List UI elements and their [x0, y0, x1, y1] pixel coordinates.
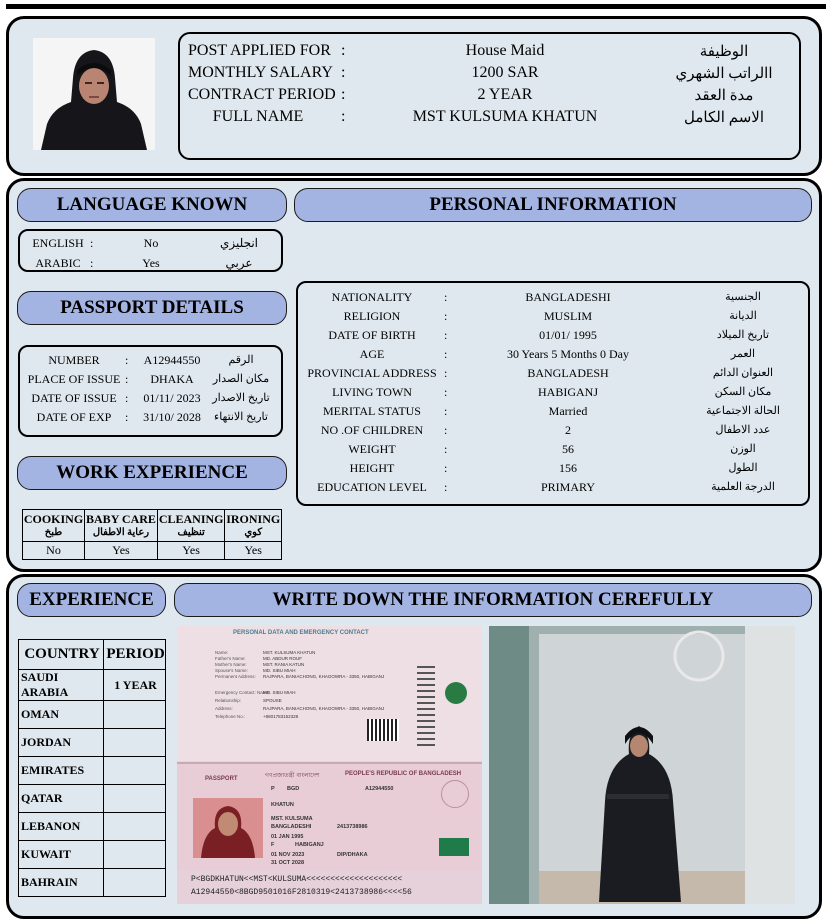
personal-field-colon: : — [444, 328, 448, 342]
work-skill-arabic: تنظيف — [177, 527, 205, 538]
passport-country-english: PEOPLE'S REPUBLIC OF BANGLADESH — [345, 771, 462, 777]
work-skill-value: Yes — [157, 542, 225, 560]
personal-field-label: NATIONALITY — [331, 290, 413, 304]
personal-field-colon: : — [444, 423, 448, 437]
passport-data-heading: PERSONAL DATA AND EMERGENCY CONTACT — [233, 630, 369, 636]
personal-field-label: NO .OF CHILDREN — [320, 423, 424, 437]
personal-field-value: 2 — [565, 423, 571, 437]
work-skill-arabic: كوي — [244, 527, 263, 538]
passport-sex: F — [271, 842, 275, 848]
passport-emergency-value: +8801783152328 — [263, 714, 299, 719]
personal-field-value: HABIGANJ — [538, 385, 598, 399]
passport-field-colon: : — [125, 391, 129, 405]
language-label: ARABIC — [35, 256, 81, 270]
personal-field-colon: : — [444, 461, 448, 475]
passport-emergency-label: Address: — [215, 706, 233, 711]
passport-number: A12944550 — [365, 786, 394, 792]
experience-row — [19, 670, 166, 701]
post-field-value: 1200 SAR — [471, 64, 539, 81]
passport-field-arabic: تاريخ الاصدار — [212, 392, 270, 404]
personal-field-label: RELIGION — [343, 309, 401, 323]
passport-label: PASSPORT — [205, 776, 238, 782]
passport-bio-label: Permanent Address: — [215, 674, 256, 679]
work-skill-arabic: رعاية الاطفال — [92, 527, 150, 538]
experience-country: EMIRATES — [19, 757, 104, 785]
applicant-portrait — [33, 38, 155, 150]
post-field-value: MST KULSUMA KHATUN — [412, 108, 598, 125]
personal-field-value: BANGLADESHI — [525, 290, 611, 304]
passport-given: MST. KULSUMA — [271, 816, 313, 822]
passport-bio-value: MST. RANIA KATUN — [263, 662, 305, 667]
experience-row — [19, 757, 166, 785]
personal-field-colon: : — [444, 309, 448, 323]
post-field-arabic: االراتب الشهري — [675, 66, 773, 82]
experience-country: LEBANON — [19, 813, 104, 841]
passport-flag-icon — [439, 838, 469, 856]
work-skill-header — [23, 510, 85, 542]
experience-period — [104, 701, 166, 729]
post-field-colon: : — [341, 42, 346, 59]
experience-period — [104, 869, 166, 897]
passport-emergency-value: SPOUSE — [263, 698, 282, 703]
experience-country: JORDAN — [19, 729, 104, 757]
passport-field-value: 01/11/ 2023 — [143, 391, 201, 405]
post-field-colon: : — [341, 64, 346, 81]
post-field-arabic: الاسم الكامل — [683, 110, 764, 126]
post-field-label: POST APPLIED FOR — [188, 42, 331, 59]
passport-bio-label: Father's Name: — [215, 656, 246, 661]
passport-code: BGD — [287, 786, 300, 792]
personal-field-label: PROVINCIAL ADDRESS — [307, 366, 437, 380]
passport-field-label: NUMBER — [48, 353, 100, 367]
passport-field-colon: : — [125, 372, 129, 386]
experience-row — [19, 841, 166, 869]
personal-field-colon: : — [444, 385, 448, 399]
work-skill-header — [157, 510, 225, 542]
work-experience-heading: WORK EXPERIENCE — [17, 456, 287, 490]
passport-field-value: 31/10/ 2028 — [143, 410, 201, 424]
post-field-value: 2 YEAR — [477, 86, 533, 103]
personal-field-value: 30 Years 5 Months 0 Day — [506, 347, 629, 361]
experience-period: 1 YEAR — [104, 670, 166, 701]
period-column-header: PERIOD — [104, 640, 166, 670]
passport-hologram — [441, 780, 469, 808]
personal-field-arabic: عدد الاطفال — [715, 424, 771, 436]
post-field-label: MONTHLY SALARY — [188, 64, 333, 81]
passport-personal-no: 2413738986 — [337, 824, 368, 830]
personal-field-value: BANGLADESH — [527, 366, 609, 380]
passport-emergency-label: Telephone No.: — [215, 714, 246, 719]
personal-field-arabic: الوزن — [730, 443, 756, 455]
work-skill-header — [85, 510, 158, 542]
passport-field-arabic: مكان الصدار — [212, 373, 270, 385]
personal-field-arabic: العمر — [730, 348, 756, 360]
post-field-arabic: مدة العقد — [694, 88, 754, 104]
personal-field-label: MERITAL STATUS — [323, 404, 421, 418]
experience-row — [19, 701, 166, 729]
personal-field-value: MUSLIM — [543, 309, 592, 323]
passport-emergency-label: Emergency Contact: Name: — [215, 690, 271, 695]
work-skill-english: COOKING — [23, 512, 84, 526]
passport-details-heading: PASSPORT DETAILS — [17, 291, 287, 325]
personal-field-colon: : — [444, 366, 448, 380]
passport-emergency-value: RAJPARA, BANIACHONG, KHAGOWRA - 3350, HABIGANJ — [263, 706, 385, 711]
work-skill-english: BABY CARE — [86, 512, 156, 526]
personal-field-arabic: مكان السكن — [714, 386, 772, 398]
personal-field-value: PRIMARY — [540, 480, 596, 494]
passport-authority: DIP/DHAKA — [337, 852, 368, 858]
experience-table — [18, 639, 166, 897]
personal-field-colon: : — [444, 347, 448, 361]
passport-country-bangla: গণপ্রজাতন্ত্রী বাংলাদেশ — [265, 772, 320, 779]
passport-bio-label: Spouse's Name: — [215, 668, 248, 673]
personal-field-arabic: الديانة — [729, 310, 757, 322]
post-field-value: House Maid — [465, 42, 545, 59]
passport-field-value: DHAKA — [150, 372, 194, 386]
personal-field-label: AGE — [359, 347, 385, 361]
experience-period — [104, 729, 166, 757]
personal-field-colon: : — [444, 480, 448, 494]
passport-type: P — [271, 786, 275, 792]
experience-row — [19, 729, 166, 757]
passport-mrz-line-1: P<BGDKHATUN<<MST<KULSUMA<<<<<<<<<<<<<<<<<<<< — [191, 875, 403, 884]
passport-field-arabic: تاريخ الانتهاء — [214, 411, 268, 423]
country-column-header: COUNTRY — [19, 640, 104, 670]
top-rule — [6, 4, 826, 9]
work-skill-value: Yes — [225, 542, 282, 560]
post-field-arabic: الوظيفة — [699, 44, 749, 60]
passport-emergency-value: MD. SIBU MIAH — [263, 690, 296, 695]
work-skill-value: No — [23, 542, 85, 560]
passport-field-arabic: الرقم — [228, 354, 254, 366]
personal-field-label: LIVING TOWN — [332, 385, 412, 399]
passport-bio-value: MST. KULSUMA KHATUN — [263, 650, 316, 655]
work-skill-english: CLEANING — [158, 512, 224, 526]
personal-field-label: HEIGHT — [349, 461, 395, 475]
experience-country: QATAR — [19, 785, 104, 813]
passport-issue: 01 NOV 2023 — [271, 852, 305, 858]
full-length-photo — [489, 626, 795, 904]
personal-field-arabic: تاريخ الميلاد — [716, 329, 770, 341]
experience-period — [104, 785, 166, 813]
passport-field-colon: : — [125, 410, 129, 424]
personal-field-arabic: الدرجة العلمية — [711, 481, 775, 493]
passport-field-value: A12944550 — [143, 353, 201, 367]
experience-row — [19, 869, 166, 897]
passport-barcode — [417, 666, 435, 746]
experience-country: BAHRAIN — [19, 869, 104, 897]
language-colon: : — [90, 256, 94, 270]
post-field-label: FULL NAME — [212, 108, 304, 125]
personal-field-colon: : — [444, 442, 448, 456]
passport-bio-value: MD. ABDUR ROUF — [263, 656, 303, 661]
personal-field-value: Married — [548, 404, 588, 418]
language-arabic: عربي — [225, 256, 253, 270]
passport-qr-code — [367, 719, 399, 741]
personal-field-colon: : — [444, 290, 448, 304]
experience-period — [104, 813, 166, 841]
personal-field-colon: : — [444, 404, 448, 418]
experience-row — [19, 813, 166, 841]
experience-country: KUWAIT — [19, 841, 104, 869]
write-down-instruction-heading: WRITE DOWN THE INFORMATION CEREFULLY — [174, 583, 812, 617]
passport-scan — [177, 626, 482, 904]
work-experience-table — [22, 509, 282, 560]
post-field-colon: : — [341, 108, 346, 125]
personal-information-heading: PERSONAL INFORMATION — [294, 188, 812, 222]
language-colon: : — [90, 236, 94, 250]
passport-nationality: BANGLADESHI — [271, 824, 312, 830]
passport-field-label: DATE OF ISSUE — [31, 391, 117, 405]
passport-expiry: 31 OCT 2028 — [271, 860, 305, 866]
passport-emblem-icon — [445, 682, 467, 704]
experience-row — [19, 785, 166, 813]
personal-field-value: 01/01/ 1995 — [539, 328, 597, 342]
post-field-colon: : — [341, 86, 346, 103]
post-field-label: CONTRACT PERIOD — [188, 86, 336, 103]
passport-field-label: PLACE OF ISSUE — [27, 372, 121, 386]
passport-place-of-birth: HABIGANJ — [295, 842, 324, 848]
passport-bio-label: Mother's Name: — [215, 662, 247, 667]
language-known-heading: LANGUAGE KNOWN — [17, 188, 287, 222]
passport-holder-photo — [193, 798, 263, 858]
work-skill-english: IRONING — [226, 512, 281, 526]
passport-dob: 01 JAN 1995 — [271, 834, 304, 840]
experience-period — [104, 841, 166, 869]
work-skill-value: Yes — [85, 542, 158, 560]
personal-field-arabic: الطول — [728, 462, 758, 474]
personal-field-arabic: الحالة الاجتماعية — [706, 405, 780, 417]
language-arabic: انجليزي — [219, 236, 259, 250]
personal-field-value: 56 — [562, 442, 574, 456]
passport-field-colon: : — [125, 353, 129, 367]
language-label: ENGLISH — [32, 236, 84, 250]
passport-emergency-label: Relationship: — [215, 698, 242, 703]
experience-heading: EXPERIENCE — [17, 583, 166, 617]
passport-bio-label: Name: — [215, 650, 229, 655]
passport-bio-value: RAJPARA, BANIACHONG, KHAGOWRA - 3350, HABIGANJ — [263, 674, 385, 679]
personal-field-label: EDUCATION LEVEL — [317, 480, 427, 494]
passport-bio-value: MD. SIBU MIAH — [263, 668, 296, 673]
personal-field-value: 156 — [559, 461, 577, 475]
language-value: Yes — [142, 256, 160, 270]
personal-field-label: WEIGHT — [348, 442, 396, 456]
experience-country: SAUDI ARABIA — [19, 670, 104, 701]
work-skill-header — [225, 510, 282, 542]
language-value: No — [143, 236, 159, 250]
personal-field-label: DATE OF BIRTH — [328, 328, 416, 342]
experience-period — [104, 757, 166, 785]
passport-surname: KHATUN — [271, 802, 294, 808]
passport-field-label: DATE OF EXP — [36, 410, 112, 424]
passport-mrz-line-2: A12944550<8BGD9501016F2810319<2413738986<<<<56 — [191, 888, 412, 897]
experience-country: OMAN — [19, 701, 104, 729]
personal-field-arabic: الجنسية — [725, 291, 761, 303]
work-skill-arabic: طبخ — [44, 527, 63, 538]
personal-field-arabic: العنوان الدائم — [712, 367, 774, 379]
